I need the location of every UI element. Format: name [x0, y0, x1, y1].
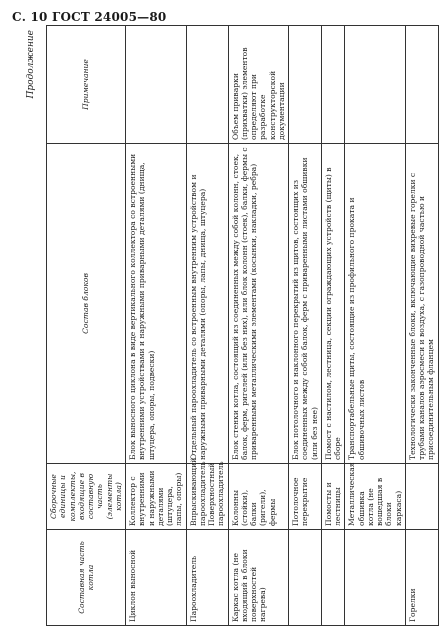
cell-units: Металлическая обшивка котла (не вошедшая в блоки каркаса): [345, 464, 406, 530]
column-header-units: Сборочные единицы и комплекты, входящие в составную часть (элементы котла): [47, 464, 126, 530]
cell-blocks: Отдельный пароохладитель со встроенным внутренним устройством и наружными приварными деталями (опоры, лапы, днища, штуцера): [186, 144, 228, 464]
table-row: [186, 26, 228, 626]
cell-blocks: Технологически законченные блоки, включающие вихревые горелки с трубами каналов аэросмеси и воздуха, с газопроводной частью и присоединительным фланцем: [405, 144, 438, 464]
cell-blocks: Блок потолочного и наклонного перекрытий из щитов, состоящих из соединенных между собой балок, ферм с приваренными листами обшивки (или без нее): [289, 144, 322, 464]
cell-part: [345, 530, 406, 626]
cell-part: Каркас котла (не входящий в блоки поверхностей нагрева): [228, 530, 289, 626]
cell-units: Помосты и лестницы: [321, 464, 345, 530]
cell-note: [345, 26, 406, 144]
cell-blocks: Блок выносного циклона в виде вертикального коллектора со встроенными внутренними устройствами и наружными приварными деталями (днища, штуцера, опоры, подвески): [126, 144, 187, 464]
table-row: [345, 26, 406, 626]
cell-note: [289, 26, 322, 144]
cell-blocks: Блок стенки котла, состоящий из соединенных между собой колонн, стоек, балок, ферм, ригелей (или без них), или блок колонн (стоек), балки, фермы с приваренными металлическими элементами (косынки, накладки, ребра): [228, 144, 289, 464]
cell-note: [321, 26, 345, 144]
column-header-blocks: Состав блоков: [47, 144, 126, 464]
cell-part: [289, 530, 322, 626]
page-header: С. 10 ГОСТ 24005—80: [12, 10, 167, 24]
cell-units: Впрыскивающий пароохладитель Поверхностный пароохладитель: [186, 464, 228, 530]
cell-part: Циклон выносной: [126, 530, 187, 626]
cell-units: Коллектор с внутренними и наружными деталями (штуцера, лапы, опоры): [126, 464, 187, 530]
table-row: [228, 26, 289, 626]
blocks-table: [46, 25, 439, 626]
column-header-part: Составная часть котла: [47, 530, 126, 626]
cell-units: Потолочное перекрытие: [289, 464, 322, 530]
cell-part: [321, 530, 345, 626]
table-row: [289, 26, 322, 626]
table-row: [126, 26, 187, 626]
table-row: [405, 26, 438, 626]
table-row: [321, 26, 345, 626]
cell-blocks: Транспортабельные щиты, состоящие из профильного проката и обшивочных листов: [345, 144, 406, 464]
cell-note: [186, 26, 228, 144]
cell-units: [405, 464, 438, 530]
cell-part: Пароохладитель: [186, 530, 228, 626]
cell-blocks: Помост с настилом, лестница, секции ограждающих устройств (щиты) в сборе: [321, 144, 345, 464]
table-header-row: [47, 26, 126, 626]
cell-note: Объем приварки (прихватки) элементов определяют при разработке конструкторской документации: [228, 26, 289, 144]
cell-part: Горелки: [405, 530, 438, 626]
cell-units: Колонны (стойки), балки (ригели), фермы: [228, 464, 289, 530]
column-header-note: Примечание: [47, 26, 126, 144]
continued-label: Продолжение: [26, 30, 36, 99]
cell-note: [405, 26, 438, 144]
rotated-table-sheet: [26, 26, 436, 626]
cell-note: [126, 26, 187, 144]
